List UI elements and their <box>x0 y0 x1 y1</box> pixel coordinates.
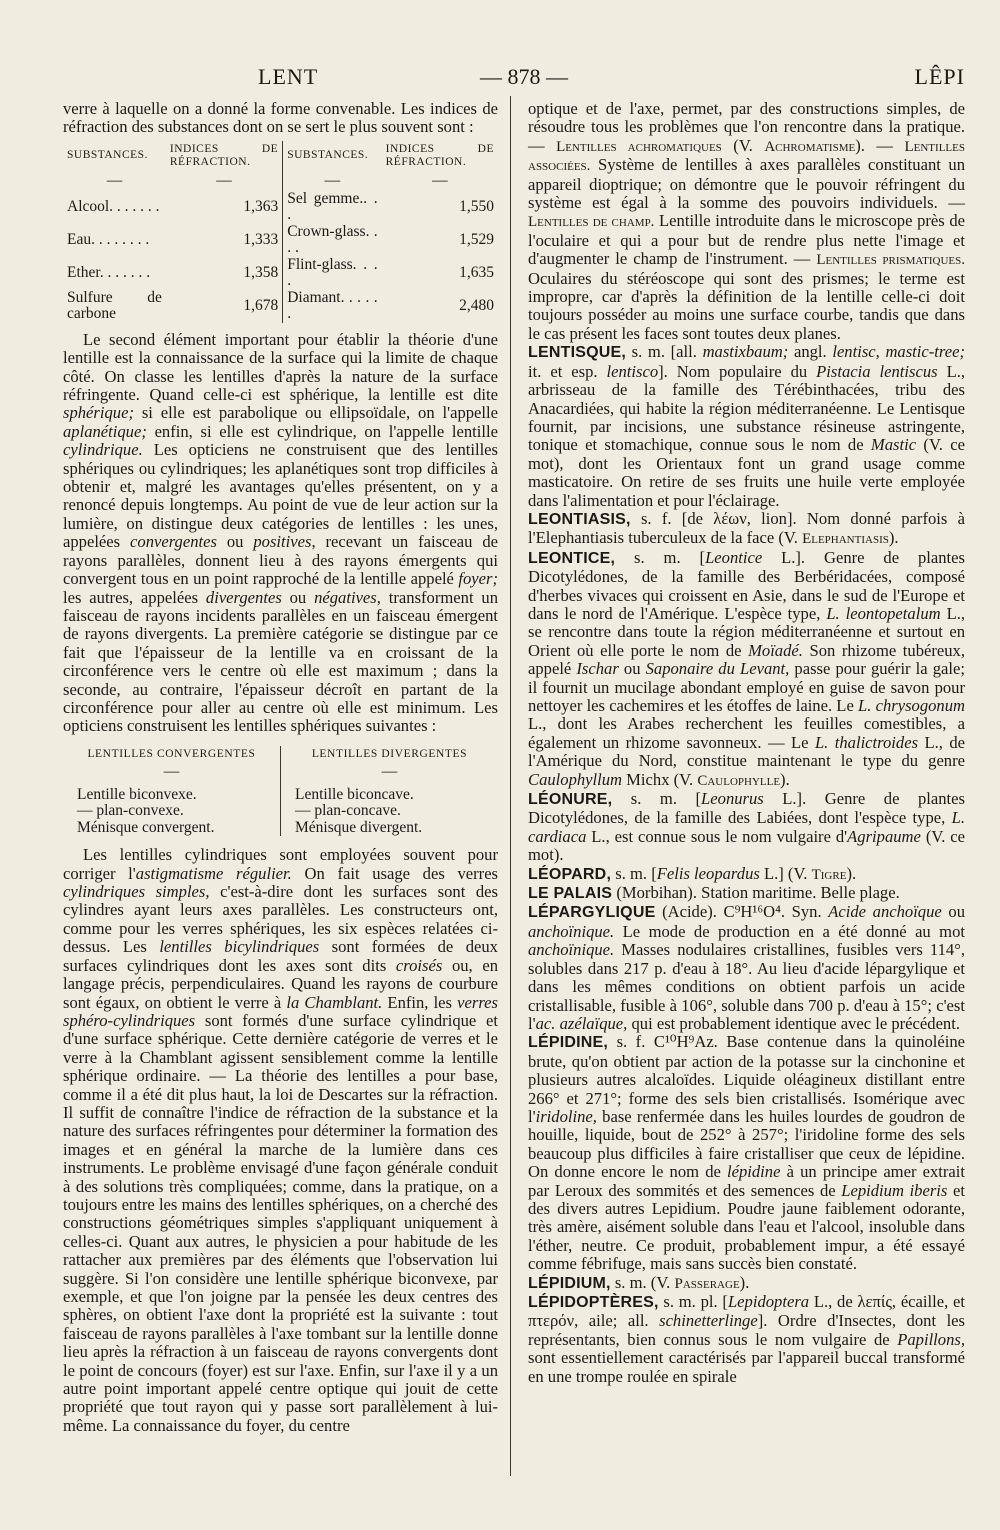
table-row <box>63 257 498 290</box>
list-item: — plan-convexe. <box>77 802 184 820</box>
column-divider <box>510 96 511 1476</box>
dash: — <box>381 763 398 781</box>
index-cell: 1,333 <box>243 231 279 249</box>
page-number: — 878 — <box>480 64 568 89</box>
table-row <box>63 224 498 257</box>
entry-headword: LÉOPARD, <box>528 865 612 883</box>
substance-cell: Alcool. . . . . . . <box>67 198 160 216</box>
dash: — <box>432 171 448 189</box>
dictionary-entry: LEONTICE, s. m. [Leontice L.]. Genre de plantes Dicotylédones, de la famille des Berbéridacées, composé d'herbes vivaces qui croissent en Asie, dans le sud de l'Europe et dans le nord de l'Amérique. L'espèce type, L. leontopetalum L., se rencontre dans toute la région méditerranéenne et surtout en Orient où elle porte le nom de Moïadé. Son rhizome tubéreux, appelé Ischar ou Saponaire du Levant, passe pour guérir la gale; il fournit un mucilage abondant employé en guise de savon pour nettoyer les cachemires et les étoffes de laine. Le L. chrysogonum L., dont les Arabes recherchent les feuilles comestibles, a également un rhizome savonneux. — Le L. thalictroides L., de l'Amérique du Nord, constitue maintenant le type du genre Caulophyllum Michx (V. Caulophylle). <box>528 547 965 789</box>
table-row <box>63 290 498 323</box>
entry-headword: LÉPARGYLIQUE <box>528 904 656 922</box>
substance-cell: Ether. . . . . . . <box>67 264 151 282</box>
table-row <box>63 191 498 224</box>
column-header: SUBSTANCES. <box>67 149 148 162</box>
table-header-row <box>63 141 498 171</box>
header-left-word: LENT <box>258 64 319 89</box>
entry-headword: LÉPIDOPTÈRES, <box>528 1294 659 1311</box>
left-column <box>63 100 498 1435</box>
dictionary-entry: LÉPIDIUM, s. m. (V. Passerage). <box>528 1272 750 1292</box>
substance-cell: Sulfure de carbone <box>67 288 162 323</box>
dictionary-entry: LEONTIASIS, s. f. [de λέων, lion]. Nom donné parfois à l'Elephantiasis tuberculeux de la face (V. Elephantiasis). <box>528 508 965 548</box>
convergent-lenses-column <box>63 746 280 837</box>
list-item: Ménisque convergent. <box>77 818 215 836</box>
substance-cell: Sel gemme.. . . <box>283 191 382 224</box>
substance-cell: Diamant. . . . . . <box>283 290 382 323</box>
entry-headword: LÉPIDIUM, <box>528 1274 611 1292</box>
substance-cell: Eau. . . . . . . . <box>67 231 150 249</box>
list-item: Ménisque divergent. <box>295 818 423 836</box>
divergent-lenses-column <box>280 746 498 837</box>
column-header: INDICES DE RÉFRACTION. <box>385 142 494 168</box>
dictionary-entry: LENTISQUE, s. m. [all. mastixbaum; angl. lentisc, mastic-tree; it. et esp. lentisco]. Nom populaire du Pistacia lentiscus L., arbrisseau de la famille des Térébinthacées, tribu des Anacardiées, qui habite la région méditerranéenne. Le Lentisque fournit, par incisions, une substance résineuse astringente, tonique et stomachique, connue sous le nom de Mastic (V. ce mot), dont les Orientaux font un grand usage comme masticatoire. On retire de ses fruits une huile verte employée dans l'alimentation et pour l'éclairage. <box>528 342 966 510</box>
page-header <box>60 64 965 94</box>
header-right-word: LÊPI <box>914 64 965 89</box>
dash: — <box>163 763 180 781</box>
dash: — <box>216 171 232 189</box>
dictionary-entry: LE PALAIS (Morbihan). Station maritime. Belle plage. <box>528 883 900 903</box>
column-header: LENTILLES DIVERGENTES <box>311 747 468 760</box>
paragraph: verre à laquelle on a donné la forme convenable. Les indices de réfraction des substances dont on se sert le plus souvent sont : <box>63 99 498 137</box>
list-item: Lentille biconcave. <box>295 785 414 803</box>
substance-cell: Flint-glass. . . . <box>283 257 382 290</box>
index-cell: 1,529 <box>459 231 494 249</box>
list-item: — plan-concave. <box>295 802 401 820</box>
dictionary-entry: LÉOPARD, s. m. [Felis leopardus L.] (V. Tigre). <box>528 863 857 883</box>
right-column <box>528 100 965 1386</box>
dictionary-entry: LÉONURE, s. m. [Leonurus L.]. Genre de plantes Dicotylédones, de la famille des Labiées, dont l'espèce type, L. cardiaca L., est connue sous le nom vulgaire d'Agripaume (V. ce mot). <box>528 789 965 865</box>
dictionary-entry: LÉPIDOPTÈRES, s. m. pl. [Lepidoptera L., de λεπίς, écaille, et πτερόν, aile; all. schinetterlinge]. Ordre d'Insectes, dont les représentants, bien connus sous le nom vulgaire de Papillons, sont essentiellement caractérisés par l'appareil buccal transformé en une trompe roulée en spirale <box>528 1292 966 1386</box>
index-cell: 1,678 <box>243 297 279 315</box>
entry-headword: LEONTICE, <box>528 549 616 567</box>
column-header: LENTILLES CONVERGENTES <box>87 747 256 760</box>
index-cell: 1,358 <box>243 264 279 282</box>
paragraph: Les lentilles cylindriques sont employées souvent pour corriger l'astigmatisme régulier. On fait usage des verres cylindriques simples, c'est-à-dire dont les surfaces sont des cylindres ayant leurs axes parallèles. Les constructeurs ont, comme pour les verres sphériques, les six espèces relatées ci-dessus. Les lentilles bicylindriques sont formées de deux surfaces cylindriques dont les axes sont dits croisés ou, en langage précis, perpendiculaires. Quand les rayons de courbure sont égaux, on obtient le verre à la Chamblant. Enfin, les verres sphéro-cylindriques sont formés d'une surface cylindrique et d'une surface sphérique. Cette dernière catégorie de verres et le verre à la Chamblant agissent sensiblement comme la lentille sphérique ordinaire. — La théorie des lentilles a pour base, comme il a été dit plus haut, la loi de Descartes sur la réfraction. Il suffit de connaître l'indice de réfraction de la substance et la nature des surfaces réfringentes pour déterminer la formation des images et en général la marche de la lumière dans ces instruments. Le problème envisagé d'une façon générale conduit à des solutions très compliquées; comme, dans la pratique, on a toujours entre les mains des lentilles sphériques, on a cherché des constructions géométriques simples s'appliquant uniquement à celles-ci. Quant aux autres, le physicien a pour habitude de les rattacher aux premières par des éléments que l'observation lui suggère. Si l'on considère une lentille sphérique biconvexe, par exemple, et que l'on joigne par la pensée les deux centres des sphères, on obtient l'axe dont la propriété est la suivante : tout faisceau de rayons parallèles à l'axe tombant sur la lentille donne lieu après la réfraction à un faisceau de rayons convergents dont le point de concours (foyer) est sur l'axe. Enfin, sur l'axe il y a un autre point important appelé centre optique qui jouit de cette propriété que tout rayon qui y passe sort parallèlement à lui-même. La connaissance du foyer, du centre <box>63 845 499 1435</box>
column-header: SUBSTANCES. <box>283 141 382 171</box>
list-item: Lentille biconvexe. <box>77 785 197 803</box>
dictionary-entry: LÉPARGYLIQUE (Acide). C⁹H¹⁶O⁴. Syn. Acide anchoïque ou anchoïnique. Le mode de production en a été donné au mot anchoïnique. Masses nodulaires cristallines, fusibles vers 114°, solubles dans 217 p. d'eau à 18°. Au lieu d'acide lépargylique et dans les mêmes conditions on obtient parfois un acide cristallisable, fusible à 106°, soluble dans 700 p. d'eau à 15°; c'est l'ac. azélaïque, qui est probablement identique avec le précédent. <box>528 902 965 1033</box>
index-cell: 1,363 <box>243 198 279 216</box>
substance-cell: Crown-glass. . . . <box>283 224 382 257</box>
dash: — <box>106 171 123 189</box>
entry-headword: LEONTIASIS, <box>528 510 631 528</box>
entry-headword: LE PALAIS <box>528 885 613 903</box>
index-cell: 1,550 <box>459 198 494 216</box>
lens-types-table <box>63 746 498 837</box>
index-cell: 2,480 <box>459 297 494 315</box>
entry-headword: LÉONURE, <box>528 791 613 809</box>
table-dash-row <box>63 171 498 191</box>
dictionary-entry: LÉPIDINE, s. f. C¹⁰H⁹Az. Base contenue dans la quinoléine brute, qu'on obtient par action de la potasse sur la cinchonine et plusieurs autres alcaloïdes. Liquide oléagineux distillant entre 266° et 271°; forme des sels bien cristallisés. Isomérique avec l'iridoline, base renfermée dans les huiles lourdes de goudron de houille, liquide, bout de 252° à 257°; l'iridoline forme des sels beaucoup plus difficiles à faire cristalliser que ceux de lépidine. On donne encore le nom de lépidine à un principe amer extrait par Leroux des sommités et des semences de Lepidium iberis et des divers autres Lepidium. Poudre jaune faiblement odorante, très amère, aisément soluble dans l'eau et l'alcool, insoluble dans l'éther, neutre. Ce produit, probablement impur, a été essayé comme fébrifuge, mais sans succès bien constaté. <box>528 1032 965 1274</box>
refraction-index-table <box>63 141 498 323</box>
paragraph: Le second élément important pour établir la théorie d'une lentille est la connaissance de la surface qui la limite de chaque côté. On classe les lentilles d'après la nature de la surface réfringente. Quand celle-ci est sphérique, la lentille est dite sphérique; si elle est parabolique ou ellipsoïdale, on l'appelle aplanétique; enfin, si elle est cylindrique, on l'appelle lentille cylindrique. Les opticiens ne construisent que des lentilles sphériques ou cylindriques; les aplanétiques sont trop difficiles à obtenir et, malgré les avantages qu'elles présentent, on y a renoncé depuis longtemps. Au point de vue de leur action sur la lumière, on distingue deux catégories de lentilles : les unes, appelées convergentes ou positives, recevant un faisceau de rayons parallèles, donnent lieu à des rayons émergents qui convergent tous en un point rapproché de la lentille appelé foyer; les autres, appelées divergentes ou négatives, transforment un faisceau de rayons incidents parallèles en un faisceau émergent de rayons divergents. La première catégorie se distingue par ce fait que l'épaisseur de la lentille va en croissant de la circonférence vers le centre où elle est maximum ; dans la seconde, au contraire, l'épaisseur décroît en partant de la circonférence pour aller au centre où elle est minimum. Les opticiens construisent les lentilles sphériques suivantes : <box>63 329 499 736</box>
paragraph: optique et de l'axe, permet, par des constructions simples, de résoudre tous les problèmes que l'on rencontre dans la pratique. — Lentilles achromatiques (V. Achromatisme). — Lentilles associées. Système de lentilles à axes parallèles constituant un appareil dioptrique; on démontre que le pouvoir réfringent du système est égal à la somme des pouvoirs individuels. — Lentilles de champ. Lentille introduite dans le microscope près de l'oculaire et qui a pour but de rendre plus nette l'image et d'augmenter le champ de l'instrument. — Lentilles prismatiques. Oculaires du stéréoscope qui sont des prismes; le terme est impropre, car d'après la définition de la lentille celle-ci doit toujours posséder au moins une surface courbe, tandis que dans le cas présent les faces sont toutes deux planes. <box>528 99 965 343</box>
dash: — <box>283 171 382 191</box>
index-cell: 1,635 <box>459 264 494 282</box>
entry-headword: LÉPIDINE, <box>528 1034 609 1052</box>
entry-headword: LENTISQUE, <box>528 344 627 362</box>
column-header: INDICES DE RÉFRACTION. <box>169 142 279 168</box>
